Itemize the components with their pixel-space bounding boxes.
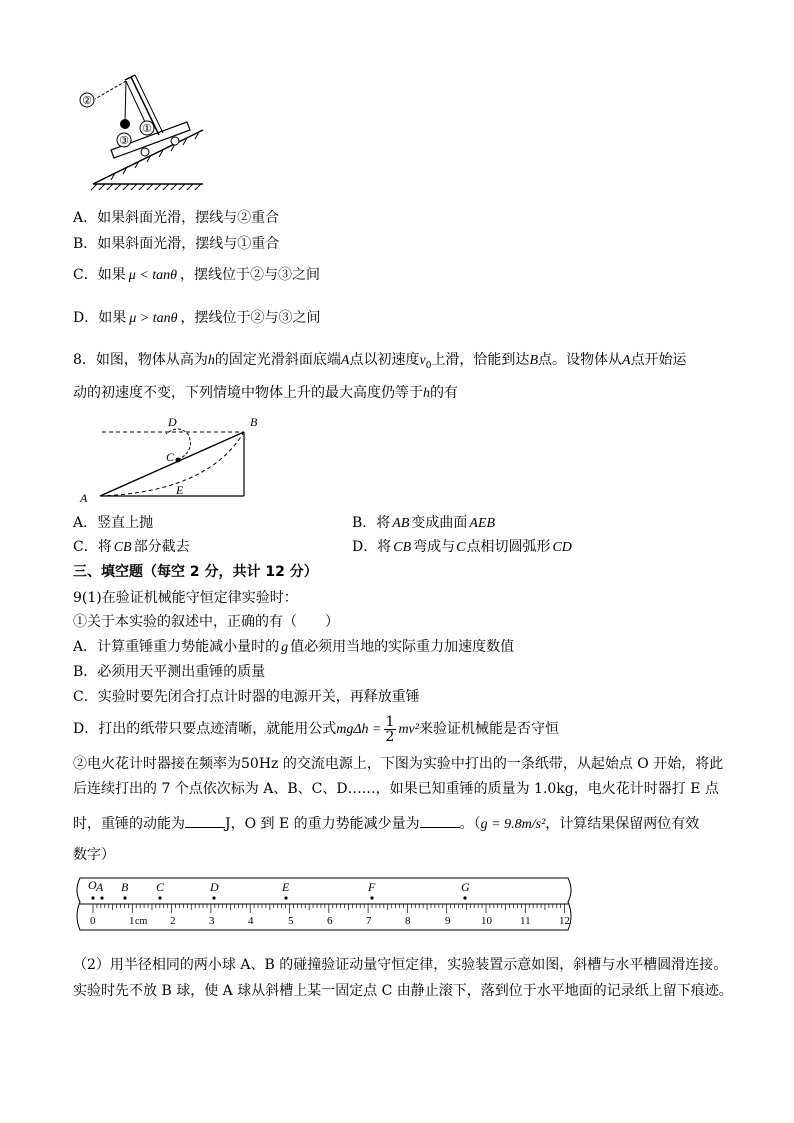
ruler-4: 4 [248, 915, 254, 927]
q9-option-c: C．实验时要先闭合打点计时器的电源开关，再释放重锤 [73, 689, 420, 705]
ruler-6: 6 [327, 915, 333, 927]
tape-dot [123, 896, 126, 899]
q9-option-b: B．必须用天平测出重锤的质量 [73, 664, 266, 680]
tape-label-C: C [156, 880, 165, 894]
answer-blank-1[interactable] [185, 813, 225, 828]
q7-option-a: A．如果斜面光滑，摆线与②重合 [73, 210, 280, 226]
ruler-2: 2 [170, 915, 176, 927]
q7-incline-pendulum-figure [75, 72, 205, 192]
q9-part2-line2: 实验时先不放 B 球，使 A 球从斜槽上某一固定点 C 由静止滚下，落到位于水平地面的记录纸上留下痕迹。 [73, 983, 733, 999]
tape-label-G: G [461, 880, 470, 894]
q9-intro: 9(1)在验证机械能守恒定律实验时： [73, 590, 298, 606]
tape-label-D: D [210, 880, 219, 894]
q9-sub2-line4: 数字） [73, 847, 115, 863]
label-2: ② [82, 95, 92, 107]
q9-sub1: ①关于本实验的叙述中，正确的有（ ） [73, 614, 339, 630]
q8-stem-line1: 8．如图，物体从高为h的固定光滑斜面底端A点以初速度$v_0$上滑，恰能到达B点。设物体从A点开始运 [73, 352, 687, 371]
q7-option-d: D．如果 μ > tanθ ，摆线位于②与③之间 [73, 310, 321, 326]
ruler-7: 7 [366, 915, 372, 927]
tape-dot [91, 896, 94, 899]
q9-option-d: D．打出的纸带只要点迹清晰，就能用公式mgΔh = $\frac{1}{2}$ mv²来验证机械能是否守恒 [73, 713, 559, 745]
label-1: ① [142, 123, 152, 135]
ruler-9: 9 [445, 915, 451, 927]
q8-option-c: C．将 CB 部分截去 [73, 539, 190, 555]
q8-stem-line2: 动的初速度不变，下列情境中物体上升的最大高度仍等于h的有 [73, 385, 458, 401]
ruler-1: 1 [129, 915, 135, 927]
tape-dot [212, 896, 215, 899]
tape-label-A: A [96, 880, 104, 894]
q9-option-a: A．计算重锤重力势能减小量时的 g 值必须用当地的实际重力加速度数值 [73, 639, 515, 655]
tape-dot [100, 896, 103, 899]
q9-sub2-line2: 后连续打出的 7 个点依次标为 A、B、C、D……，如果已知重锤的质量为 1.0kg，电火花计时器打 E 点 [73, 781, 719, 797]
tape-dot [370, 896, 373, 899]
label-D: D [168, 415, 177, 429]
q9-sub2-line1: ②电火花计时器接在频率为50Hz 的交流电源上，下图为实验中打出的一条纸带，从起始点 O 开始，将此 [73, 756, 724, 772]
label-A: A [80, 491, 88, 505]
ruler-5: 5 [288, 915, 294, 927]
ruler-12: 12 [559, 915, 570, 927]
tape-dot [284, 896, 287, 899]
ruler-3: 3 [209, 915, 215, 927]
q9-part2-line1: （2）用半径相同的两小球 A、B 的碰撞验证动量守恒定律，实验装置示意如图，斜槽与水平槽圆滑连接。 [73, 957, 728, 973]
paper-tape-ruler-figure [78, 872, 578, 940]
ruler-10: 10 [481, 915, 492, 927]
tape-label-B: B [121, 880, 129, 894]
q8-option-d: D．将 CB 弯成与C点相切圆弧形 CD [352, 539, 572, 555]
answer-blank-2[interactable] [420, 813, 460, 828]
ruler-8: 8 [405, 915, 411, 927]
q9-sub2-line3: 时，重锤的动能为 J，O 到 E 的重力势能减少量为 。（g = 9.8m/s²，计算结果保留两位有效 [73, 813, 699, 835]
ruler-0: 0 [90, 915, 96, 927]
label-3: ③ [119, 135, 129, 147]
q8-option-a: A．竖直上抛 [73, 515, 154, 531]
section3-heading: 三、填空题（每空 2 分，共计 12 分） [73, 564, 318, 580]
q7-option-c: C．如果 μ < tanθ ，摆线位于②与③之间 [73, 267, 320, 283]
label-B: B [250, 415, 258, 429]
ruler-11: 11 [520, 915, 531, 927]
tape-dot [463, 896, 466, 899]
tape-label-F: F [368, 880, 376, 894]
ruler-cm: cm [135, 916, 148, 927]
tape-dot [158, 896, 161, 899]
tape-label-O: O [88, 878, 97, 892]
label-C: C [166, 450, 175, 464]
q8-incline-figure [78, 412, 278, 505]
q7-option-b: B．如果斜面光滑，摆线与①重合 [73, 236, 280, 252]
tape-label-E: E [282, 880, 290, 894]
label-E: E [176, 483, 184, 497]
q8-option-b: B．将 AB 变成曲面 AEB [352, 515, 496, 531]
